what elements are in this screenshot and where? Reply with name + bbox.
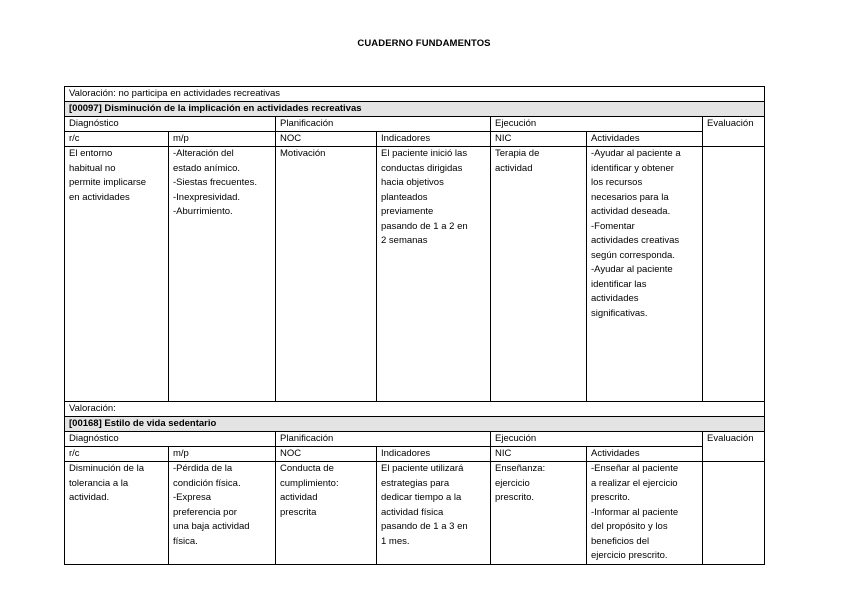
cell-evaluacion	[703, 147, 765, 402]
rc-text: Disminución de la tolerancia a la actividad.	[69, 463, 144, 503]
header-evaluacion: Evaluación	[703, 117, 765, 147]
valoracion-row	[65, 87, 765, 102]
header-indicadores: Indicadores	[377, 132, 491, 147]
header-rc: r/c	[65, 132, 169, 147]
group-header-row	[65, 432, 765, 447]
cell-actividades	[587, 462, 703, 565]
mp-text: -Pérdida de la condición física. -Expresa preferencia por una baja actividad física.	[173, 463, 250, 547]
valoracion-cell: Valoración:	[65, 402, 765, 417]
nic-text: Terapia de actividad	[495, 148, 540, 174]
document-title: CUADERNO FUNDAMENTOS	[357, 38, 491, 49]
cell-mp	[169, 147, 276, 402]
cell-indicadores	[377, 147, 491, 402]
cell-noc	[276, 462, 377, 565]
header-planificacion: Planificación	[276, 432, 491, 447]
header-ejecucion: Ejecución	[491, 117, 703, 132]
group-header-row	[65, 117, 765, 132]
cell-nic	[491, 147, 587, 402]
content-row	[65, 462, 765, 565]
diagnosis-title-cell: [00097] Disminución de la implicación en actividades recreativas	[65, 102, 765, 117]
header-ejecucion: Ejecución	[491, 432, 703, 447]
actividades-text: -Enseñar al paciente a realizar el ejercicio prescrito. -Informar al paciente del propósito y los beneficios del ejercicio prescrito.	[591, 463, 679, 561]
care-plan-table	[64, 86, 765, 565]
header-mp: m/p	[169, 447, 276, 462]
cell-evaluacion	[703, 462, 765, 565]
header-indicadores: Indicadores	[377, 447, 491, 462]
header-actividades: Actividades	[587, 447, 703, 462]
header-nic: NIC	[491, 447, 587, 462]
sub-header-row	[65, 132, 765, 147]
diagnosis-title-row	[65, 417, 765, 432]
sub-header-row	[65, 447, 765, 462]
header-diagnostico: Diagnóstico	[65, 117, 276, 132]
noc-text: Conducta de cumplimiento: actividad prescrita	[280, 463, 339, 518]
cell-rc	[65, 147, 169, 402]
header-noc: NOC	[276, 447, 377, 462]
header-rc: r/c	[65, 447, 169, 462]
diagnosis-title-cell: [00168] Estilo de vida sedentario	[65, 417, 765, 432]
diagnosis-title-row	[65, 102, 765, 117]
header-noc: NOC	[276, 132, 377, 147]
header-planificacion: Planificación	[276, 117, 491, 132]
indicadores-text: El paciente inició las conductas dirigidas hacia objetivos planteados previamente pasando de 1 a 2 en 2 semanas	[381, 148, 468, 246]
header-nic: NIC	[491, 132, 587, 147]
noc-text: Motivación	[280, 148, 326, 159]
nic-text: Enseñanza: ejercicio prescrito.	[495, 463, 546, 503]
valoracion-cell: Valoración: no participa en actividades recreativas	[65, 87, 765, 102]
header-mp: m/p	[169, 132, 276, 147]
actividades-text: -Ayudar al paciente a identificar y obtener los recursos necesarios para la actividad deseada. -Fomentar actividades creativas según corresponda. -Ayudar al paciente identificar las actividades significativas.	[591, 148, 681, 319]
cell-mp	[169, 462, 276, 565]
valoracion-row	[65, 402, 765, 417]
mp-text: -Alteración del estado anímico. -Siestas frecuentes. -Inexpresividad. -Aburrimiento.	[173, 148, 257, 217]
header-evaluacion: Evaluación	[703, 432, 765, 462]
cell-noc	[276, 147, 377, 402]
cell-actividades	[587, 147, 703, 402]
cell-indicadores	[377, 462, 491, 565]
header-actividades: Actividades	[587, 132, 703, 147]
indicadores-text: El paciente utilizará estrategias para dedicar tiempo a la actividad física pasando de 1 a 3 en 1 mes.	[381, 463, 468, 547]
header-diagnostico: Diagnóstico	[65, 432, 276, 447]
cell-rc	[65, 462, 169, 565]
rc-text: El entorno habitual no permite implicarse en actividades	[69, 148, 147, 203]
cell-nic	[491, 462, 587, 565]
content-row	[65, 147, 765, 402]
